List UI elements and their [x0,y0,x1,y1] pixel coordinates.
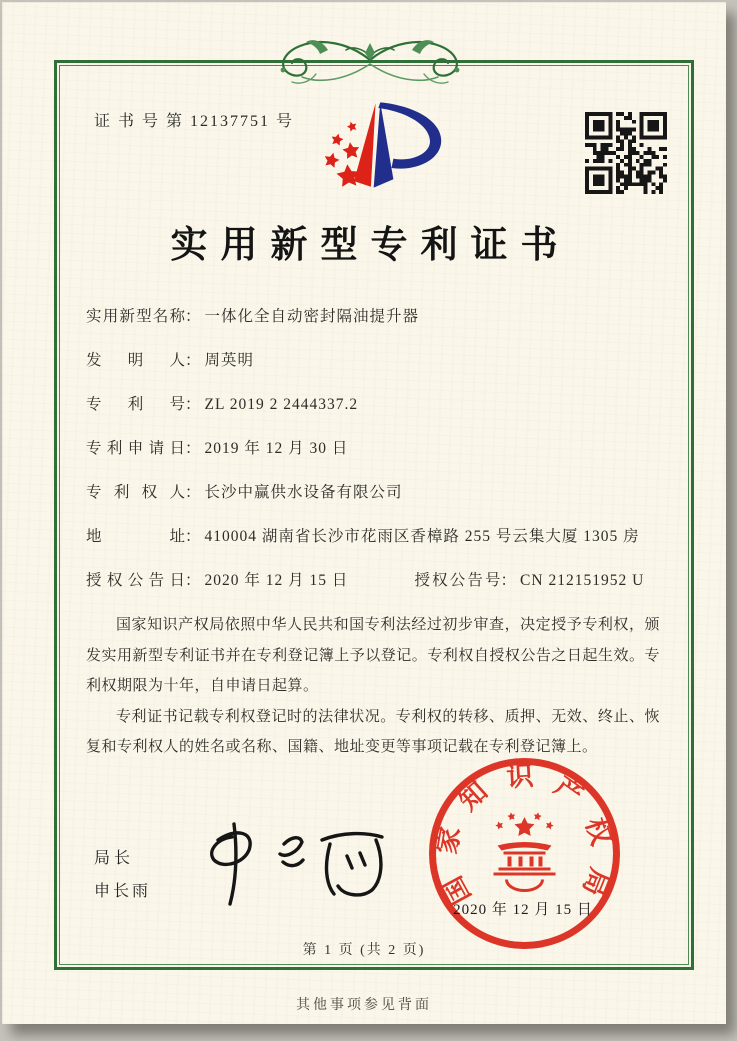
field-label: 专利申请日 [86,440,185,457]
field-label: 实用新型名称 [86,308,185,325]
field-value: 周英明 [204,352,255,369]
certificate-sheet [2,2,726,1024]
field-row-filing-date [86,437,682,461]
field-label: 授权公告日 [86,572,185,589]
field-value: 410004 湖南省长沙市花雨区香樟路 255 号云集大厦 1305 房 [204,528,640,545]
field-colon: ： [185,352,201,369]
commissioner-name: 申长雨 [94,883,152,900]
seal-date: 2020 年 12 月 15 日 [453,902,593,918]
legal-paragraph-2: 专利证书记载专利权登记时的法律状况。专利权的转移、质押、无效、终止、恢复和专利权人的姓名或名称、国籍、地址变更等事项记载在专利登记簿上。 [86,708,660,755]
qr-code [585,112,667,194]
field-colon: ： [500,572,517,589]
see-back-note: 其他事项参见背面 [296,998,432,1013]
field-colon: ： [185,572,201,589]
field-colon: ： [185,484,201,501]
field-list [86,305,682,613]
field-colon: ： [185,440,201,457]
national-emblem-icon [494,812,556,891]
seal-text: 国家知识产权局 [431,760,617,910]
commissioner-title: 局长 [94,850,135,867]
field-label: 授权公告号 [414,572,501,589]
field-row-patent-no [86,393,682,417]
certificate-number: 证 书 号 第 12137751 号 [94,113,295,130]
field-colon: ： [185,308,201,325]
legal-paragraph-1: 国家知识产权局依照中华人民共和国专利法经过初步审查，决定授予专利权，颁发实用新型专利证书并在专利登记簿上予以登记。专利权自授权公告之日起生效。专利权期限为十年，自申请日起算。 [86,617,660,694]
field-value: 一体化全自动密封隔油提升器 [204,308,420,325]
official-seal-icon [422,751,627,956]
field-row-name [86,305,682,329]
page-number: 第 1 页 (共 2 页) [302,943,426,958]
cnipa-logo-icon [294,100,444,204]
field-row-grant [86,569,682,593]
field-label: 专利号 [86,396,185,413]
field-value: 2020 年 12 月 15 日 [204,572,349,589]
signature-icon [184,818,404,910]
certificate-title: 实用新型专利证书 [170,225,571,266]
field-label: 专利权人 [86,484,185,501]
field-row-inventor [86,349,682,373]
field-colon: ： [185,528,201,545]
field-label: 发明人 [86,352,185,369]
field-label: 地址 [86,528,185,545]
field-row-address [86,525,682,549]
field-row-patentee [86,481,682,505]
field-colon: ： [185,396,201,413]
top-flourish-ornament [220,30,520,94]
field-value: 2019 年 12 月 30 日 [204,440,349,457]
field-value: 长沙中赢供水设备有限公司 [204,484,403,501]
legal-text [86,610,660,763]
field-value: ZL 2019 2 2444337.2 [204,396,359,413]
field-value: CN 212151952 U [520,572,645,589]
